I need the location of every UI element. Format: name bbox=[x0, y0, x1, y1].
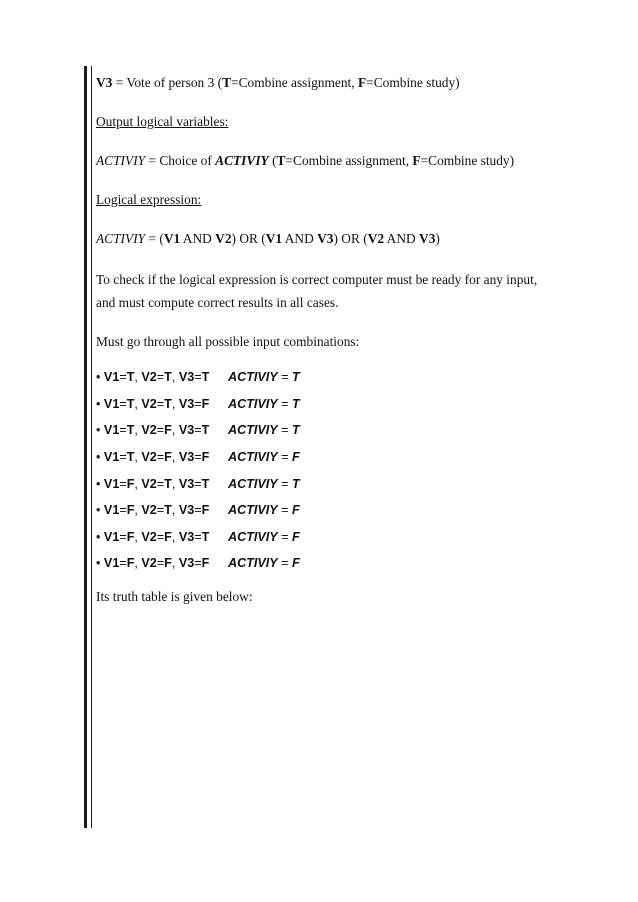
var-value: T bbox=[164, 476, 172, 491]
expr-and: AND bbox=[384, 231, 420, 246]
output-value: T bbox=[292, 423, 300, 438]
var-label: V1 bbox=[103, 423, 120, 438]
expr-var: V2 bbox=[215, 231, 232, 246]
combination-inputs: • V1=T, V2=T, V3=F bbox=[96, 396, 210, 411]
expr-and: AND bbox=[282, 231, 318, 246]
combination-result: ACTIVIY = F bbox=[228, 503, 300, 518]
output-label: ACTIVIY bbox=[228, 370, 278, 385]
bullet: • bbox=[96, 476, 101, 491]
truth-table-intro: Its truth table is given below: bbox=[96, 588, 253, 604]
expr-part: ) OR ( bbox=[231, 231, 266, 246]
var-label: V1 bbox=[103, 396, 120, 411]
var-value: T bbox=[164, 370, 172, 385]
output-value: F bbox=[292, 450, 300, 465]
false-symbol: F bbox=[412, 153, 421, 168]
combination-item bbox=[96, 444, 548, 471]
expr-output-name: ACTIVIY bbox=[96, 231, 146, 246]
combination-result: ACTIVIY = T bbox=[228, 476, 300, 491]
expr-var: V3 bbox=[419, 231, 436, 246]
combination-inputs: • V1=F, V2=F, V3=F bbox=[96, 556, 210, 571]
document-body bbox=[96, 73, 548, 607]
expr-var: V1 bbox=[265, 231, 283, 246]
bullet: • bbox=[96, 450, 101, 465]
check-paragraph bbox=[96, 268, 548, 314]
combination-result: ACTIVIY = F bbox=[228, 450, 300, 465]
var-label: V1 bbox=[103, 476, 120, 491]
var-label: V3 bbox=[178, 503, 195, 518]
expr-var: V1 bbox=[163, 231, 181, 246]
combination-result: ACTIVIY = T bbox=[228, 423, 300, 438]
expr-part: ) bbox=[435, 231, 440, 246]
var-label: V2 bbox=[141, 450, 157, 465]
var-value: T bbox=[126, 423, 135, 438]
var-value: F bbox=[126, 503, 135, 518]
output-value: T bbox=[292, 396, 300, 411]
var-label: V1 bbox=[103, 529, 120, 544]
var-value: F bbox=[164, 450, 172, 465]
var-label: V3 bbox=[178, 396, 195, 411]
var-label: V2 bbox=[141, 423, 157, 438]
var-label: V1 bbox=[103, 503, 120, 518]
var-value: F bbox=[164, 423, 172, 438]
output-value: T bbox=[292, 370, 300, 385]
var-value: T bbox=[126, 396, 135, 411]
var-label: V2 bbox=[141, 529, 157, 544]
var-value: T bbox=[126, 450, 135, 465]
output-label: ACTIVIY bbox=[228, 503, 278, 518]
expr-and: AND bbox=[180, 231, 216, 246]
combination-result: ACTIVIY = F bbox=[228, 556, 300, 571]
false-desc: =Combine study) bbox=[366, 75, 460, 90]
combinations-intro: Must go through all possible input combinations: bbox=[96, 334, 360, 349]
output-var-name-bold: ACTIVIY bbox=[215, 153, 269, 168]
var-value: F bbox=[126, 529, 135, 544]
var-label: V3 bbox=[178, 450, 195, 465]
var-label: V3 bbox=[178, 476, 195, 491]
var-value: F bbox=[201, 450, 210, 465]
check-paragraph-line-2: and must compute correct results in all cases. bbox=[96, 295, 339, 310]
v3-definition bbox=[96, 73, 548, 93]
var-value: T bbox=[201, 476, 210, 491]
var-value: T bbox=[164, 503, 172, 518]
output-value: F bbox=[292, 529, 300, 544]
var-value: F bbox=[126, 556, 135, 571]
output-label: ACTIVIY bbox=[228, 476, 278, 491]
bullet: • bbox=[96, 396, 101, 411]
activiy-eq-text: = Choice of bbox=[145, 153, 216, 168]
combination-item bbox=[96, 550, 548, 577]
var-v3: V3 bbox=[96, 75, 113, 90]
activiy-definition bbox=[96, 151, 548, 171]
var-label: V2 bbox=[141, 396, 157, 411]
var-value: F bbox=[201, 556, 210, 571]
false-symbol: F bbox=[357, 75, 367, 90]
combination-item bbox=[96, 470, 548, 497]
combination-inputs: • V1=F, V2=T, V3=T bbox=[96, 476, 210, 491]
bullet: • bbox=[96, 529, 101, 544]
var-value: F bbox=[164, 556, 172, 571]
true-desc: =Combine assignment, bbox=[231, 75, 358, 90]
output-label: ACTIVIY bbox=[228, 396, 278, 411]
combination-result: ACTIVIY = F bbox=[228, 529, 300, 544]
var-value: F bbox=[201, 503, 210, 518]
activiy-open-paren: ( bbox=[268, 153, 277, 168]
var-value: T bbox=[201, 423, 210, 438]
page-left-border bbox=[84, 66, 92, 828]
bullet: • bbox=[96, 423, 101, 438]
combination-inputs: • V1=F, V2=F, V3=T bbox=[96, 529, 210, 544]
var-label: V3 bbox=[178, 423, 195, 438]
output-label: ACTIVIY bbox=[228, 450, 278, 465]
expr-part: ) OR ( bbox=[333, 231, 368, 246]
var-value: F bbox=[126, 476, 135, 491]
var-label: V2 bbox=[141, 556, 157, 571]
combination-item bbox=[96, 364, 548, 391]
output-var-name: ACTIVIY bbox=[96, 153, 146, 168]
var-label: V2 bbox=[141, 476, 157, 491]
var-label: V1 bbox=[103, 370, 120, 385]
var-value: T bbox=[201, 370, 210, 385]
combination-inputs: • V1=T, V2=F, V3=F bbox=[96, 450, 210, 465]
var-label: V1 bbox=[103, 450, 120, 465]
combination-item bbox=[96, 417, 548, 444]
combination-item bbox=[96, 497, 548, 524]
combination-inputs: • V1=T, V2=T, V3=T bbox=[96, 370, 210, 385]
var-value: T bbox=[201, 529, 210, 544]
var-label: V2 bbox=[141, 370, 157, 385]
var-label: V3 bbox=[178, 370, 195, 385]
true-desc: =Combine assignment, bbox=[285, 153, 413, 168]
bullet: • bbox=[96, 503, 101, 518]
output-value: F bbox=[292, 556, 300, 571]
combination-result: ACTIVIY = T bbox=[228, 370, 300, 385]
v3-eq-text: = Vote of person 3 ( bbox=[112, 75, 223, 90]
combination-list bbox=[96, 364, 548, 577]
bullet: • bbox=[96, 556, 101, 571]
combination-item bbox=[96, 524, 548, 551]
output-label: ACTIVIY bbox=[228, 556, 278, 571]
output-label: ACTIVIY bbox=[228, 529, 278, 544]
check-paragraph-line-1: To check if the logical expression is correct computer must be ready for any input, bbox=[96, 272, 538, 287]
expr-var: V2 bbox=[367, 231, 385, 246]
output-value: T bbox=[292, 476, 300, 491]
var-value: F bbox=[164, 529, 172, 544]
var-value: F bbox=[201, 396, 210, 411]
var-label: V3 bbox=[178, 529, 195, 544]
output-label: ACTIVIY bbox=[228, 423, 278, 438]
var-label: V1 bbox=[103, 556, 120, 571]
true-symbol: T bbox=[222, 75, 232, 90]
false-desc: =Combine study) bbox=[420, 153, 515, 168]
output-value: F bbox=[292, 503, 300, 518]
var-label: V2 bbox=[141, 503, 157, 518]
combination-result: ACTIVIY = T bbox=[228, 396, 300, 411]
true-symbol: T bbox=[276, 153, 286, 168]
var-value: T bbox=[126, 370, 135, 385]
logical-expression bbox=[96, 229, 548, 249]
output-variables-heading: Output logical variables: bbox=[96, 114, 229, 129]
combination-inputs: • V1=T, V2=F, V3=T bbox=[96, 423, 210, 438]
logical-expression-heading: Logical expression: bbox=[96, 192, 202, 207]
combination-inputs: • V1=F, V2=T, V3=F bbox=[96, 503, 210, 518]
expr-var: V3 bbox=[317, 231, 334, 246]
bullet: • bbox=[96, 370, 101, 385]
expr-part: = ( bbox=[145, 231, 164, 246]
var-label: V3 bbox=[178, 556, 195, 571]
combination-item bbox=[96, 391, 548, 418]
var-value: T bbox=[164, 396, 172, 411]
